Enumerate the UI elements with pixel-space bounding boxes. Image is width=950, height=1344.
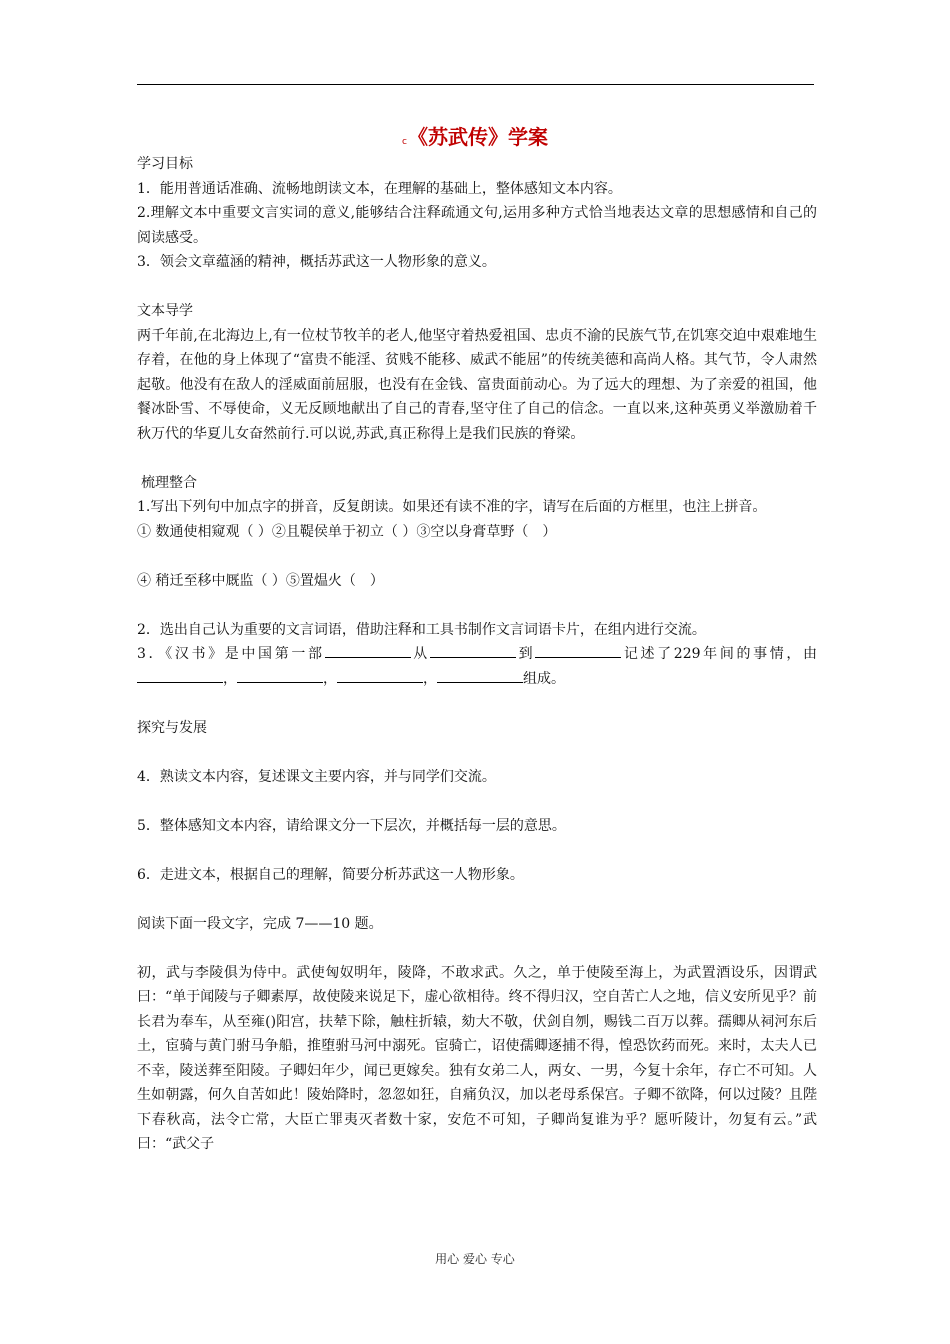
goal-item-2: 2.理解文本中重要文言实词的意义,能够结合注释疏通文句,运用多种方式恰当地表达文章的思想感情和自己的阅读感受。 <box>137 205 817 246</box>
explore-heading: 探究与发展 <box>137 719 207 736</box>
blank-2[interactable] <box>430 643 516 658</box>
q3-sep-1: ， <box>223 670 237 687</box>
explore-q6: 6．走进文本，根据自己的理解，简要分析苏武这一人物形象。 <box>137 866 524 883</box>
sort-q1: 1.写出下列句中加点字的拼音，反复朗读。如果还有读不准的字，请写在后面的方框里，也注上拼音。 <box>137 499 767 515</box>
sort-q1-line1: ① 数通使相窥观（ ）②且鞮侯单于初立（ ）③空以身膏草野（ ） <box>137 523 557 540</box>
goals-heading: 学习目标 <box>137 156 193 172</box>
q3-text-2: 从 <box>410 646 430 662</box>
q3-sep-3: ， <box>423 670 437 687</box>
q3-text-5: 年间的事情，由 <box>700 646 818 662</box>
sort-q2: 2．选出自己认为重要的文言词语，借助注释和工具书制作文言词语卡片，在组内进行交流。 <box>137 621 706 638</box>
guide-heading: 文本导学 <box>137 303 193 319</box>
blank-6[interactable] <box>337 668 423 683</box>
header-rule <box>137 84 814 85</box>
q3-text-3: 到 <box>515 646 536 662</box>
page-footer: 用心 爱心 专心 <box>435 1252 515 1266</box>
goal-item-3: 3．领会文章蕴涵的精神，概括苏武这一人物形象的意义。 <box>137 254 496 270</box>
blank-3[interactable] <box>535 643 621 658</box>
document-body <box>137 152 817 1157</box>
reading-passage: 初，武与李陵俱为侍中。武使匈奴明年，陵降，不敢求武。久之，单于使陵至海上，为武置酒设乐，因谓武曰：“单于闻陵与子卿素厚，故使陵来说足下，虚心欲相待。终不得归汉，空自苦亡人之地，信义安所见乎？前长君为奉车，从至雍()阳宫，扶辇下除，触柱折辕，劾大不敬，伏剑自刎，赐钱二百万以葬。孺卿从祠河东后土，宦骑与黄门驸马争船，推堕驸马河中溺死。宦骑亡，诏使孺卿逐捕不得，惶恐饮药而死。来时，太夫人已不幸，陵送葬至阳陵。子卿妇年少，闻已更嫁矣。独有女弟二人，两女、一男，今复十余年，存亡不可知。人生如朝露，何久自苦如此！陵始降时，忽忽如狂，自痛负汉，加以老母系保宫。子卿不欲降，何以过陵？且陛下春秋高，法令亡常，大臣亡罪夷灭者数十家，安危不可知，子卿尚复谁为乎？愿听陵计，勿复有云。”武曰：“武父子 <box>137 964 817 1152</box>
guide-body: 两千年前,在北海边上,有一位杖节牧羊的老人,他坚守着热爱祖国、忠贞不渝的民族气节,在饥寒交迫中艰难地生存着，在他的身上体现了“富贵不能淫、贫贱不能移、威武不能屈”的传统美德和高尚人格。其气节，令人肃然起敬。他没有在敌人的淫威面前屈服，也没有在金钱、富贵面前动心。为了远大的理想、为了亲爱的祖国，他餐冰卧雪、不辱使命，义无反顾地献出了自己的青春,坚守住了自己的信念。一直以来,这种英勇义举激励着千秋万代的华夏儿女奋然前行.可以说,苏武,真正称得上是我们民族的脊梁。 <box>137 327 817 442</box>
blank-7[interactable] <box>437 668 523 683</box>
sort-heading: 梳理整合 <box>141 474 197 491</box>
q3-text-end: 组成。 <box>523 670 565 687</box>
explore-q5: 5．整体感知文本内容，请给课文分一下层次，并概括每一层的意思。 <box>137 817 566 834</box>
title-mark: c <box>402 137 407 147</box>
reading-intro: 阅读下面一段文字，完成 7——10 题。 <box>137 915 383 932</box>
explore-q4: 4．熟读文本内容，复述课文主要内容，并与同学们交流。 <box>137 768 496 785</box>
sort-q1-line2: ④ 稍迁至移中厩监（ ）⑤置煴火（ ） <box>137 572 384 589</box>
title-text: 《苏武传》学案 <box>407 125 548 149</box>
q3-text-1: 3．《汉书》是中国第一部 <box>137 646 325 662</box>
sort-q3 <box>137 642 817 691</box>
blank-5[interactable] <box>237 668 323 683</box>
page-title <box>0 124 950 155</box>
blank-4[interactable] <box>137 668 223 683</box>
q3-text-4: 记述了 <box>621 646 674 662</box>
blank-1[interactable] <box>325 643 411 658</box>
q3-sep-2: ， <box>323 670 337 687</box>
goal-item-1: 1．能用普通话准确、流畅地朗读文本，在理解的基础上，整体感知文本内容。 <box>137 180 622 197</box>
q3-number: 229 <box>673 646 701 662</box>
